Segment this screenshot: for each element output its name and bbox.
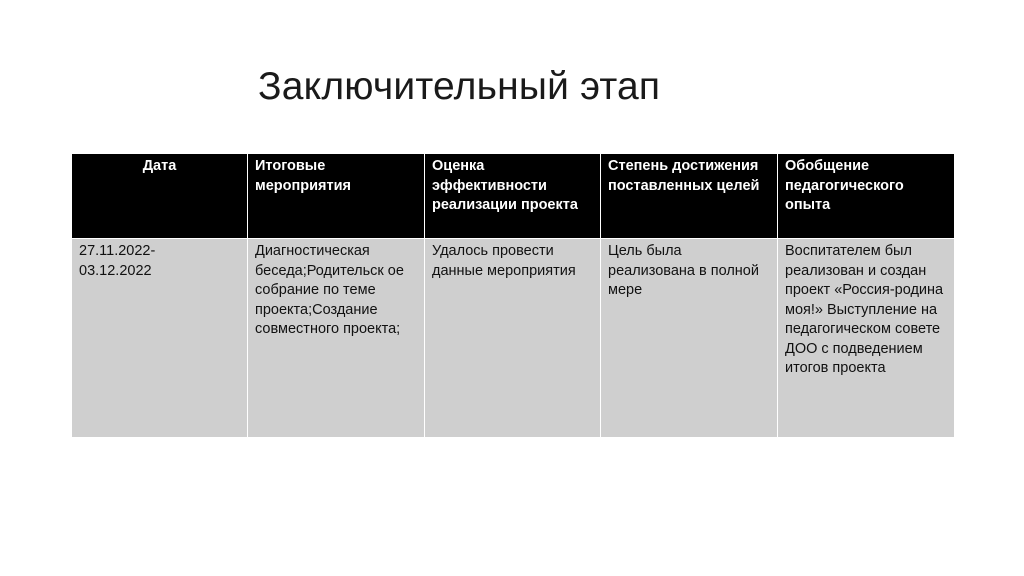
cell-experience-summary: Воспитателем был реализован и создан проект «Россия-родина моя!» Выступление на педагогическом совете ДОО с подведением итогов проекта — [778, 239, 955, 438]
header-experience-summary: Обобщение педагогического опыта — [778, 154, 955, 239]
header-effectiveness: Оценка эффективности реализации проекта — [425, 154, 601, 239]
cell-goal-achievement: Цель была реализована в полной мере — [601, 239, 778, 438]
cell-date: 27.11.2022- 03.12.2022 — [72, 239, 248, 438]
header-goal-achievement: Степень достижения поставленных целей — [601, 154, 778, 239]
header-date: Дата — [72, 154, 248, 239]
cell-effectiveness: Удалось провести данные мероприятия — [425, 239, 601, 438]
final-stage-table — [71, 153, 955, 438]
table-header-row — [72, 154, 955, 239]
table-row — [72, 239, 955, 438]
header-final-events: Итоговые мероприятия — [248, 154, 425, 239]
slide-title: Заключительный этап — [258, 65, 661, 108]
cell-final-events: Диагностическая беседа;Родительск ое собрание по теме проекта;Создание совместного проекта; — [248, 239, 425, 438]
